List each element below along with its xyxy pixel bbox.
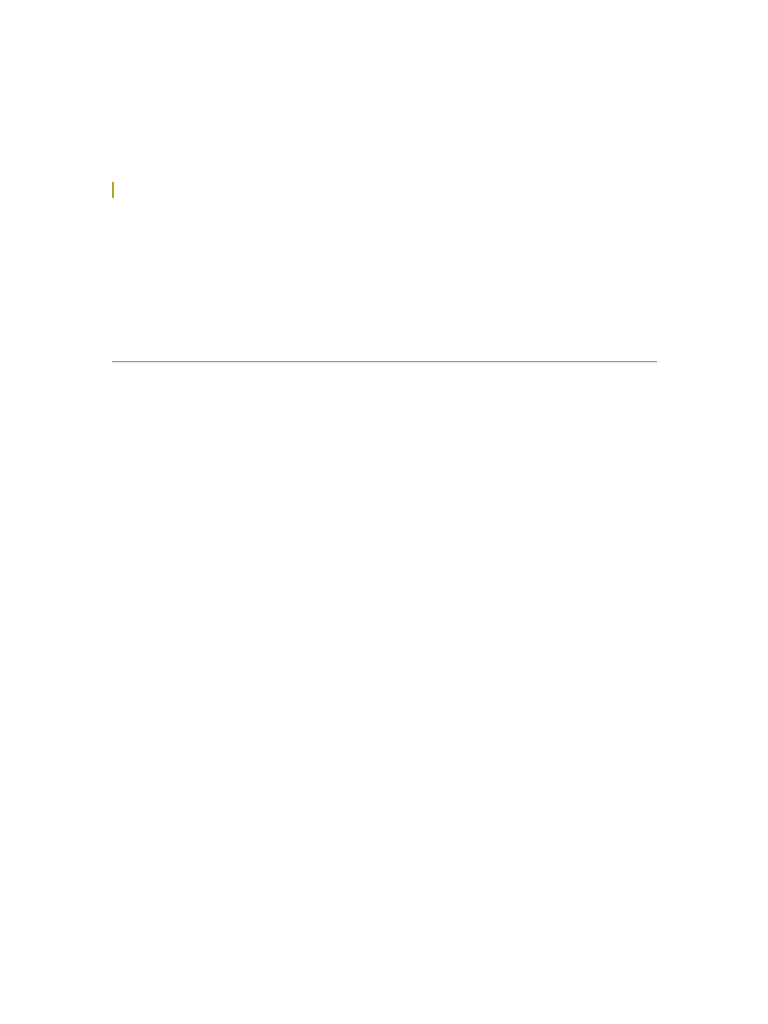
section-divider: [112, 361, 657, 363]
rating-icon-strip: [112, 182, 114, 198]
rating-row: [112, 181, 116, 199]
